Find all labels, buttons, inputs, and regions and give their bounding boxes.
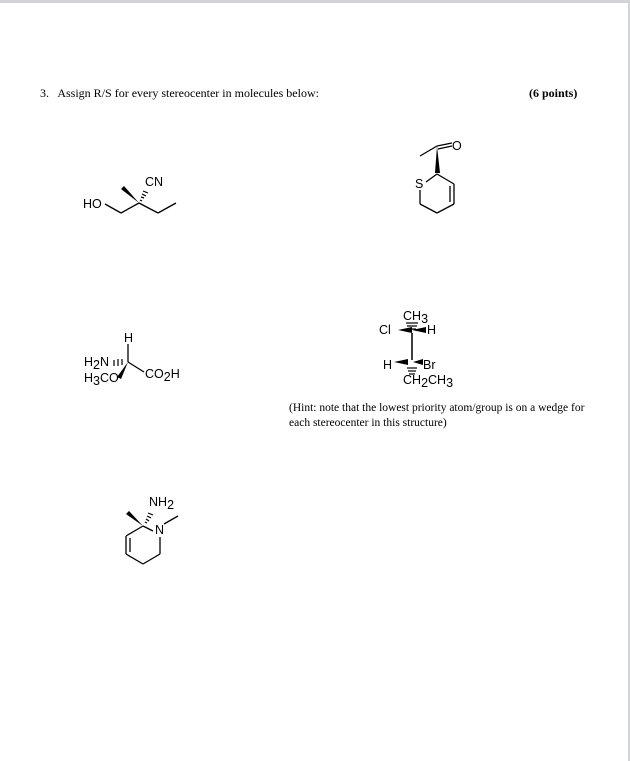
question-number: 3. xyxy=(40,86,49,100)
question-prompt: Assign R/S for every stereocenter in molecules below: xyxy=(57,86,319,100)
label-nh2: NH2 xyxy=(149,495,175,512)
ring-bond-c-n xyxy=(143,526,153,531)
label-n: N xyxy=(155,523,165,537)
hash-bond-nh2 xyxy=(145,513,153,523)
label-cn: CN xyxy=(145,175,164,189)
points-label: (6 points) xyxy=(529,86,578,100)
label-cl: Cl xyxy=(379,323,391,337)
ring-bond-b xyxy=(126,554,143,564)
label-ho: HO xyxy=(83,197,102,211)
label-h-bottom: H xyxy=(383,358,393,372)
label-h: H xyxy=(124,331,134,345)
hint-text: (Hint: note that the lowest priority atom/group is on a wedge for each stereocenter in this structure) xyxy=(289,402,585,429)
ring-bond-d xyxy=(126,526,143,536)
wedge-methyl xyxy=(126,511,143,526)
label-h3co: H3CO xyxy=(84,371,119,388)
label-ethyl: CH2CH3 xyxy=(403,373,454,390)
ring-bond-a xyxy=(143,554,160,564)
label-br: Br xyxy=(423,358,436,372)
bond-n-methyl xyxy=(164,516,178,524)
label-s: S xyxy=(415,177,424,191)
label-ch3: CH3 xyxy=(403,309,429,326)
label-o: O xyxy=(452,139,462,153)
label-co2h: CO2H xyxy=(145,367,180,384)
label-h-top: H xyxy=(427,323,437,337)
label-h2n: H2N xyxy=(84,355,110,372)
